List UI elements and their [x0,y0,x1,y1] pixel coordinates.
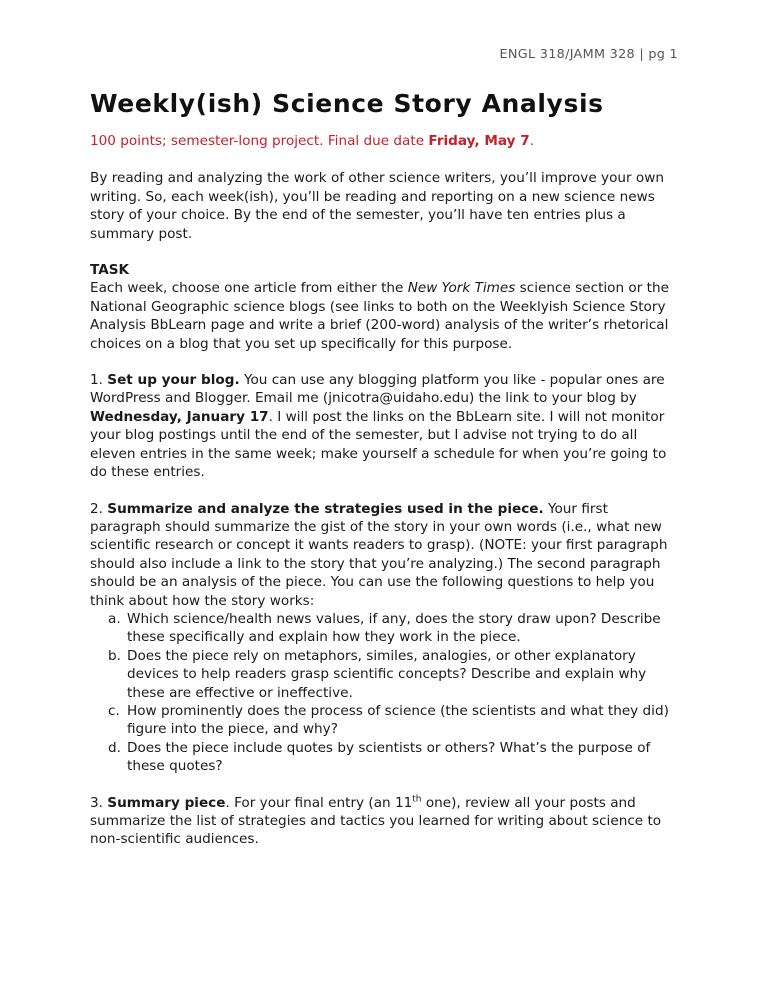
step-2-heading: Summarize and analyze the strategies used in the piece. [107,500,544,517]
step-1-paragraph [90,371,682,481]
list-item-text: Does the piece rely on metaphors, similes, analogies, or other explanatory devices to help readers grasp scientific concepts? Describe and explain why these are effective or ineffective. [127,647,647,701]
page-header: ENGL 318/JAMM 328 | pg 1 [499,47,678,62]
task-heading: TASK [90,262,130,279]
list-item-text: Does the piece include quotes by scientists or others? What’s the purpose of these quotes? [127,739,651,775]
due-date-line [90,132,682,150]
list-marker: a. [108,610,121,627]
step-2-number: 2. [90,500,108,517]
step-3-paragraph [90,794,682,849]
list-marker: c. [108,702,120,719]
page-title: Weekly(ish) Science Story Analysis [90,89,604,118]
list-marker: b. [108,647,121,664]
task-section [90,261,682,353]
step-1-text-b: . I will post the links on the BbLearn site. I will not monitor your blog postings until the end of the semester, but I advise not trying to do all eleven entries in the same week; make yourself a schedule for when you’re going to do these entries. [90,408,667,481]
list-item-text: How prominently does the process of science (the scientists and what they did) figure into the piece, and why? [127,702,669,738]
step-1-deadline: Wednesday, January 17 [90,408,269,425]
step-1-heading: Set up your blog. [107,372,240,389]
task-paragraph [90,279,682,353]
step-2-paragraph [90,500,682,610]
list-item [108,739,682,776]
due-text: 100 points; semester-long project. Final due date [90,133,429,149]
task-text-after: science section or the National Geographic science blogs (see links to both on the Weeklyish Science Story Analysis BbLearn page and write a brief (200-word) analysis of the writer’s rhetorical choices on a blog that you set up specifically for this purpose. [90,280,669,352]
list-marker: d. [108,739,121,756]
analysis-questions-list [90,610,682,776]
step-2-section [90,500,682,776]
due-end: . [529,133,535,149]
document-body [90,88,682,849]
step-3-number: 3. [90,794,108,811]
intro-paragraph: By reading and analyzing the work of other science writers, you’ll improve your own writing. So, each week(ish), you’ll be reading and reporting on a new science news story of your choice. By the end of the semester, you’ll have ten entries plus a summary post. [90,170,664,242]
step-3-text-a: . For your final entry (an 11 [225,794,413,811]
list-item-text: Which science/health news values, if any, does the story draw upon? Describe these specifically and explain how they work in the piece. [127,610,661,646]
task-publication: New York Times [407,280,516,297]
due-date: Friday, May 7 [428,133,530,149]
list-item [108,702,682,739]
list-item [108,610,682,647]
step-1-text-a: You can use any blogging platform you like - popular ones are WordPress and Blogger. Email me (jnicotra@uidaho.edu) the link to your blog by [90,372,665,407]
list-item [108,647,682,702]
step-3-superscript: th [412,794,422,805]
step-3-heading: Summary piece [107,794,226,811]
step-2-text: Your first paragraph should summarize the gist of the story in your own words (i.e., what new scientific research or concept it wants readers to grasp). (NOTE: your first paragraph should also include a link to the story that you’re analyzing.) The second paragraph should be an analysis of the piece. You can use the following questions to help you think about how the story works: [90,500,668,609]
step-1-number: 1. [90,372,108,389]
task-text-before: Each week, choose one article from either the [90,280,408,297]
step-3-text-b: one), review all your posts and summarize the list of strategies and tactics you learned for writing about science to non-scientific audiences. [90,794,662,848]
